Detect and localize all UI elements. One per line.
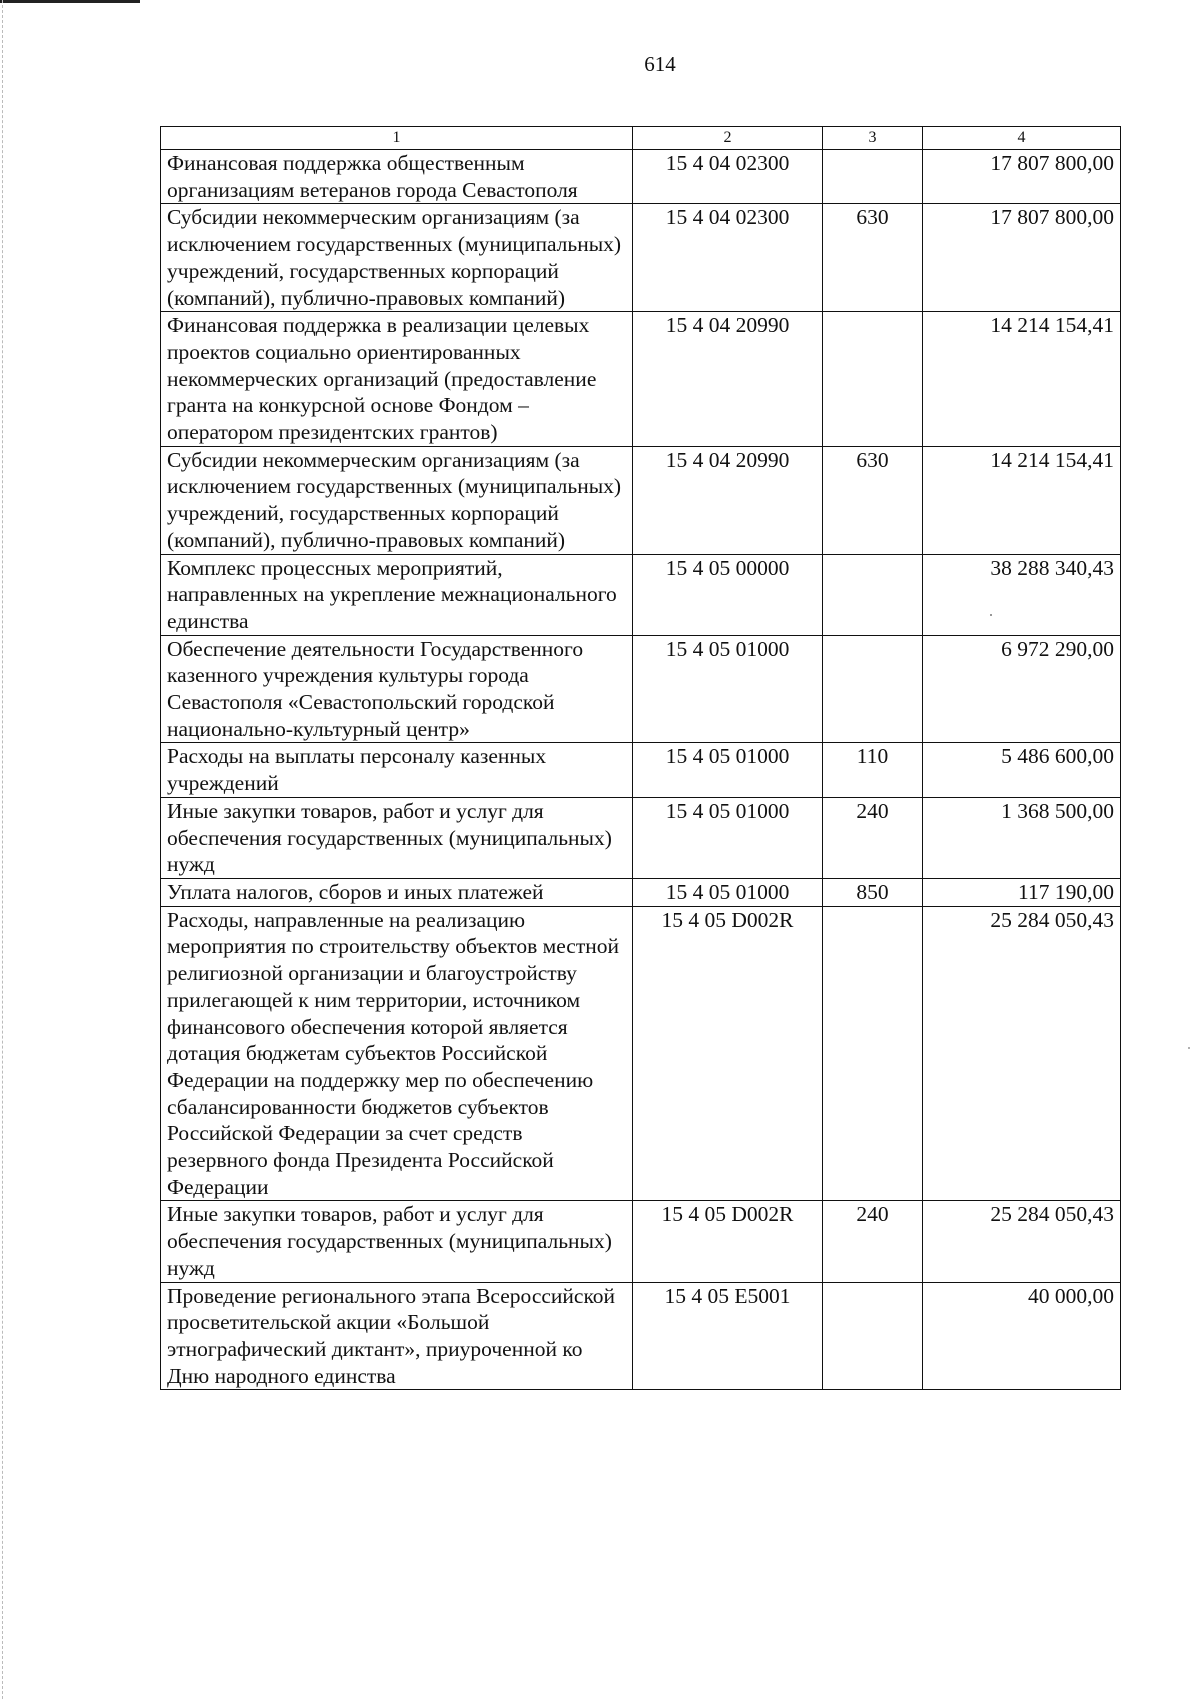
page-number: 614 — [644, 52, 676, 76]
row-code-cell: 15 4 05 01000 — [633, 743, 823, 797]
scan-corner-mark — [0, 0, 140, 3]
row-amount-cell: 14 214 154,41 — [923, 312, 1121, 447]
row-amount-cell: 6 972 290,00 — [923, 635, 1121, 743]
table-body — [161, 150, 1121, 1390]
table-row — [161, 446, 1121, 554]
column-header: 1 — [161, 127, 633, 150]
table-row — [161, 743, 1121, 797]
table-row — [161, 878, 1121, 906]
row-name-cell: Уплата налогов, сборов и иных платежей — [161, 878, 633, 906]
row-expense-type-cell: 240 — [823, 1201, 923, 1282]
row-amount-cell: 25 284 050,43 — [923, 1201, 1121, 1282]
row-amount-cell: 117 190,00 — [923, 878, 1121, 906]
row-code-cell: 15 4 05 01000 — [633, 635, 823, 743]
row-name-cell: Финансовая поддержка общественным организациям ветеранов города Севастополя — [161, 150, 633, 204]
table-row — [161, 635, 1121, 743]
column-header: 3 — [823, 127, 923, 150]
row-expense-type-cell: 240 — [823, 797, 923, 878]
row-code-cell: 15 4 04 02300 — [633, 204, 823, 312]
table-row — [161, 312, 1121, 447]
row-name-cell: Иные закупки товаров, работ и услуг для обеспечения государственных (муниципальных) нужд — [161, 797, 633, 878]
table-row — [161, 150, 1121, 204]
row-expense-type-cell — [823, 150, 923, 204]
row-expense-type-cell — [823, 1282, 923, 1390]
row-code-cell: 15 4 04 20990 — [633, 446, 823, 554]
table-header-row — [161, 127, 1121, 150]
table-row — [161, 1201, 1121, 1282]
row-amount-cell: 38 288 340,43 — [923, 554, 1121, 635]
column-header: 2 — [633, 127, 823, 150]
row-amount-cell: 25 284 050,43 — [923, 906, 1121, 1201]
budget-table — [160, 126, 1121, 1390]
scan-left-edge — [2, 0, 3, 1699]
row-expense-type-cell: 630 — [823, 204, 923, 312]
row-amount-cell: 5 486 600,00 — [923, 743, 1121, 797]
table-row — [161, 1282, 1121, 1390]
row-name-cell: Проведение регионального этапа Всероссийской просветительской акции «Большой этнографический диктант», приуроченной ко Дню народного единства — [161, 1282, 633, 1390]
row-expense-type-cell — [823, 906, 923, 1201]
row-expense-type-cell — [823, 554, 923, 635]
row-code-cell: 15 4 05 D002R — [633, 1201, 823, 1282]
row-expense-type-cell: 850 — [823, 878, 923, 906]
table-row — [161, 554, 1121, 635]
row-name-cell: Комплекс процессных мероприятий, направленных на укрепление межнационального единства — [161, 554, 633, 635]
table-row — [161, 797, 1121, 878]
row-expense-type-cell: 110 — [823, 743, 923, 797]
row-code-cell: 15 4 04 20990 — [633, 312, 823, 447]
row-expense-type-cell — [823, 635, 923, 743]
row-code-cell: 15 4 04 02300 — [633, 150, 823, 204]
row-name-cell: Расходы, направленные на реализацию мероприятия по строительству объектов местной религиозной организации и благоустройству прилегающей к ним территории, источником финансового обеспечения которой является дотация бюджетам субъектов Российской Федерации на поддержку мер по обеспечению сбалансированности бюджетов субъектов Российской Федерации за счет средств резервного фонда Президента Российской Федерации — [161, 906, 633, 1201]
row-code-cell: 15 4 05 01000 — [633, 797, 823, 878]
row-name-cell: Обеспечение деятельности Государственного казенного учреждения культуры города Севастополя «Севастопольский городской национально-культурный центр» — [161, 635, 633, 743]
row-code-cell: 15 4 05 01000 — [633, 878, 823, 906]
row-amount-cell: 17 807 800,00 — [923, 150, 1121, 204]
row-code-cell: 15 4 05 E5001 — [633, 1282, 823, 1390]
row-code-cell: 15 4 05 D002R — [633, 906, 823, 1201]
row-amount-cell: 14 214 154,41 — [923, 446, 1121, 554]
row-name-cell: Субсидии некоммерческим организациям (за исключением государственных (муниципальных) учреждений, государственных корпораций (компаний), публично-правовых компаний) — [161, 204, 633, 312]
row-name-cell: Субсидии некоммерческим организациям (за исключением государственных (муниципальных) учреждений, государственных корпораций (компаний), публично-правовых компаний) — [161, 446, 633, 554]
row-name-cell: Расходы на выплаты персоналу казенных учреждений — [161, 743, 633, 797]
column-header: 4 — [923, 127, 1121, 150]
row-name-cell: Иные закупки товаров, работ и услуг для обеспечения государственных (муниципальных) нужд — [161, 1201, 633, 1282]
row-amount-cell: 17 807 800,00 — [923, 204, 1121, 312]
row-expense-type-cell — [823, 312, 923, 447]
row-amount-cell: 1 368 500,00 — [923, 797, 1121, 878]
row-expense-type-cell: 630 — [823, 446, 923, 554]
row-name-cell: Финансовая поддержка в реализации целевых проектов социально ориентированных некоммерческих организаций (предоставление гранта на конкурсной основе Фондом – оператором президентских грантов) — [161, 312, 633, 447]
scan-speck — [1188, 1047, 1190, 1049]
table-row — [161, 204, 1121, 312]
row-amount-cell: 40 000,00 — [923, 1282, 1121, 1390]
row-code-cell: 15 4 05 00000 — [633, 554, 823, 635]
table-row — [161, 906, 1121, 1201]
